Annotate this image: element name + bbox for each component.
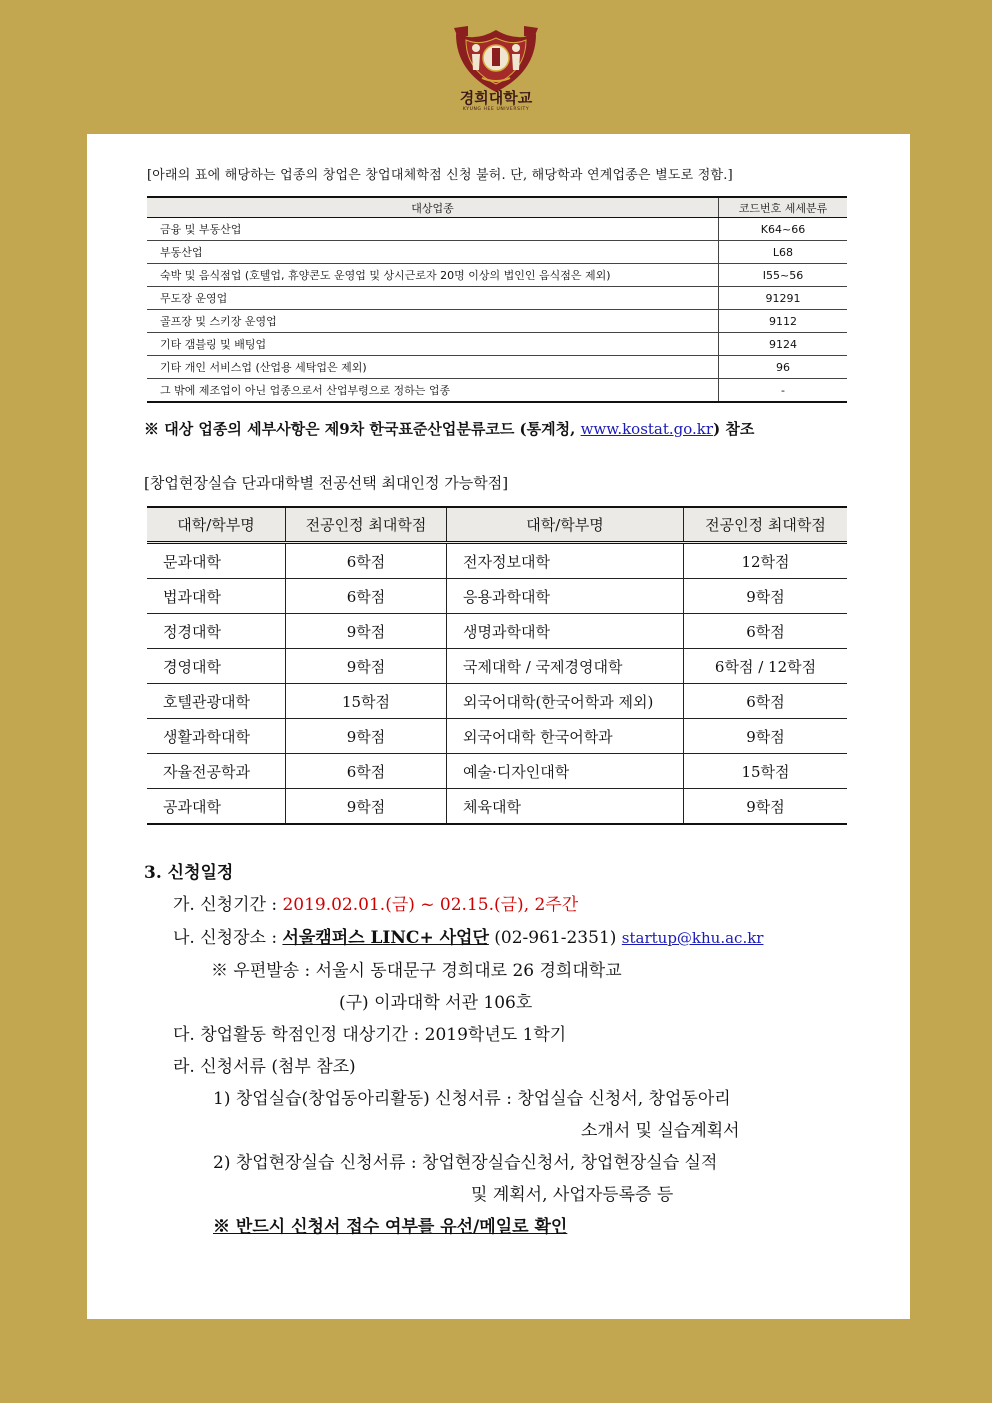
university-emblem-icon <box>446 22 546 94</box>
college-credits: 6학점 <box>684 684 848 719</box>
industry-name: 부동산업 <box>147 241 719 264</box>
college-credits: 6학점 <box>286 543 447 579</box>
industry-reference-note <box>144 418 754 439</box>
industry-code: 9112 <box>719 310 848 333</box>
place-value: 서울캠퍼스 LINC+ 사업단 <box>282 928 489 948</box>
college-credits: 6학점 / 12학점 <box>684 649 848 684</box>
credit-header-credits-2: 전공인정 최대학점 <box>684 507 848 543</box>
industry-code: L68 <box>719 241 848 264</box>
table-row <box>147 543 847 579</box>
college-name: 예술·디자인대학 <box>447 754 684 789</box>
table-row <box>147 649 847 684</box>
table-row <box>147 310 847 333</box>
college-credits: 15학점 <box>684 754 848 789</box>
college-name: 법과대학 <box>147 579 286 614</box>
table-row <box>147 684 847 719</box>
college-credits: 9학점 <box>684 789 848 825</box>
schedule-section-title: 3. 신청일정 <box>144 863 234 883</box>
period-value: 2019.02.01.(금) ~ 02.15.(금), 2주간 <box>282 895 579 915</box>
industry-name: 기타 개인 서비스업 (산업용 세탁업은 제외) <box>147 356 719 379</box>
industry-name: 무도장 운영업 <box>147 287 719 310</box>
mail-address-line-1: ※ 우편발송 : 서울시 동대문구 경희대로 26 경희대학교 <box>211 961 622 981</box>
college-name: 응용과학대학 <box>447 579 684 614</box>
logo-name-english: KYUNG HEE UNIVERSITY <box>462 107 530 112</box>
college-credits: 12학점 <box>684 543 848 579</box>
industry-name: 금융 및 부동산업 <box>147 218 719 241</box>
industry-code: 91291 <box>719 287 848 310</box>
kostat-link[interactable]: www.kostat.go.kr <box>580 420 714 438</box>
industry-header-name: 대상업종 <box>147 197 719 218</box>
college-credits: 9학점 <box>286 719 447 754</box>
credit-header-college: 대학/학부명 <box>147 507 286 543</box>
college-credits: 9학점 <box>684 719 848 754</box>
college-name: 외국어대학 한국어학과 <box>447 719 684 754</box>
doc2-line-2: 및 계획서, 사업자등록증 등 <box>471 1185 674 1205</box>
college-name: 외국어대학(한국어학과 제외) <box>447 684 684 719</box>
table-row <box>147 218 847 241</box>
documents-title: 라. 신청서류 (첨부 참조) <box>173 1057 356 1077</box>
credit-table-title: [창업현장실습 단과대학별 전공선택 최대인정 가능학점] <box>144 474 509 492</box>
industry-name: 골프장 및 스키장 운영업 <box>147 310 719 333</box>
college-credits: 9학점 <box>286 789 447 825</box>
logo-name-korean: 경희대학교 <box>459 89 533 107</box>
industry-code: 96 <box>719 356 848 379</box>
doc1-line-2: 소개서 및 실습계획서 <box>581 1121 740 1141</box>
college-credits: 9학점 <box>684 579 848 614</box>
table-row <box>147 356 847 379</box>
college-name: 국제대학 / 국제경영대학 <box>447 649 684 684</box>
industry-restriction-note: [아래의 표에 해당하는 업종의 창업은 창업대체학점 신청 불허. 단, 해당학과 연계업종은 별도로 정함.] <box>147 168 733 183</box>
university-logo <box>0 0 992 130</box>
industry-code: - <box>719 379 848 403</box>
industry-code: K64~66 <box>719 218 848 241</box>
credit-table-header <box>147 507 847 543</box>
credit-target-period: 다. 창업활동 학점인정 대상기간 : 2019학년도 1학기 <box>173 1025 567 1045</box>
college-credits: 9학점 <box>286 614 447 649</box>
document-page <box>87 134 910 1319</box>
reference-prefix: ※ 대상 업종의 세부사항은 제9차 한국표준산업분류코드 (통계청, <box>144 420 581 438</box>
contact-email-link[interactable]: startup@khu.ac.kr <box>621 929 764 947</box>
confirmation-notice: ※ 반드시 신청서 접수 여부를 유선/메일로 확인 <box>213 1217 568 1237</box>
table-row <box>147 789 847 825</box>
industry-name: 그 밖에 제조업이 아닌 업종으로서 산업부령으로 정하는 업종 <box>147 379 719 403</box>
table-row <box>147 579 847 614</box>
college-credits: 6학점 <box>684 614 848 649</box>
application-place <box>173 923 763 948</box>
industry-table-header <box>147 197 847 218</box>
industry-header-code: 코드번호 세세분류 <box>719 197 848 218</box>
credit-header-college-2: 대학/학부명 <box>447 507 684 543</box>
industry-name: 숙박 및 음식점업 (호텔업, 휴양콘도 운영업 및 상시근로자 20명 이상의 법인인 음식점은 제외) <box>147 264 719 287</box>
reference-suffix: ) 참조 <box>713 420 755 438</box>
place-label: 나. 신청장소 : <box>173 928 283 948</box>
doc1-line-1: 1) 창업실습(창업동아리활동) 신청서류 : 창업실습 신청서, 창업동아리 <box>213 1089 731 1109</box>
table-row <box>147 264 847 287</box>
table-row <box>147 241 847 264</box>
college-credits: 6학점 <box>286 754 447 789</box>
college-name: 정경대학 <box>147 614 286 649</box>
college-credits: 15학점 <box>286 684 447 719</box>
college-name: 전자정보대학 <box>447 543 684 579</box>
mail-address-line-2: (구) 이과대학 서관 106호 <box>339 993 533 1013</box>
application-period <box>173 890 578 915</box>
table-row <box>147 287 847 310</box>
credit-header-credits: 전공인정 최대학점 <box>286 507 447 543</box>
college-name: 경영대학 <box>147 649 286 684</box>
college-name: 자율전공학과 <box>147 754 286 789</box>
industry-name: 기타 갬블링 및 배팅업 <box>147 333 719 356</box>
college-name: 공과대학 <box>147 789 286 825</box>
college-credits: 6학점 <box>286 579 447 614</box>
doc2-line-1: 2) 창업현장실습 신청서류 : 창업현장실습신청서, 창업현장실습 실적 <box>213 1153 718 1173</box>
table-row <box>147 614 847 649</box>
college-name: 호텔관광대학 <box>147 684 286 719</box>
place-phone: (02-961-2351) <box>488 928 622 948</box>
table-row <box>147 333 847 356</box>
college-name: 문과대학 <box>147 543 286 579</box>
table-row <box>147 754 847 789</box>
table-row <box>147 719 847 754</box>
college-name: 체육대학 <box>447 789 684 825</box>
college-name: 생명과학대학 <box>447 614 684 649</box>
credit-table <box>147 506 847 825</box>
industry-code: 9124 <box>719 333 848 356</box>
table-row <box>147 379 847 403</box>
period-label: 가. 신청기간 : <box>173 895 283 915</box>
industry-table <box>147 196 847 403</box>
college-name: 생활과학대학 <box>147 719 286 754</box>
college-credits: 9학점 <box>286 649 447 684</box>
industry-code: I55~56 <box>719 264 848 287</box>
